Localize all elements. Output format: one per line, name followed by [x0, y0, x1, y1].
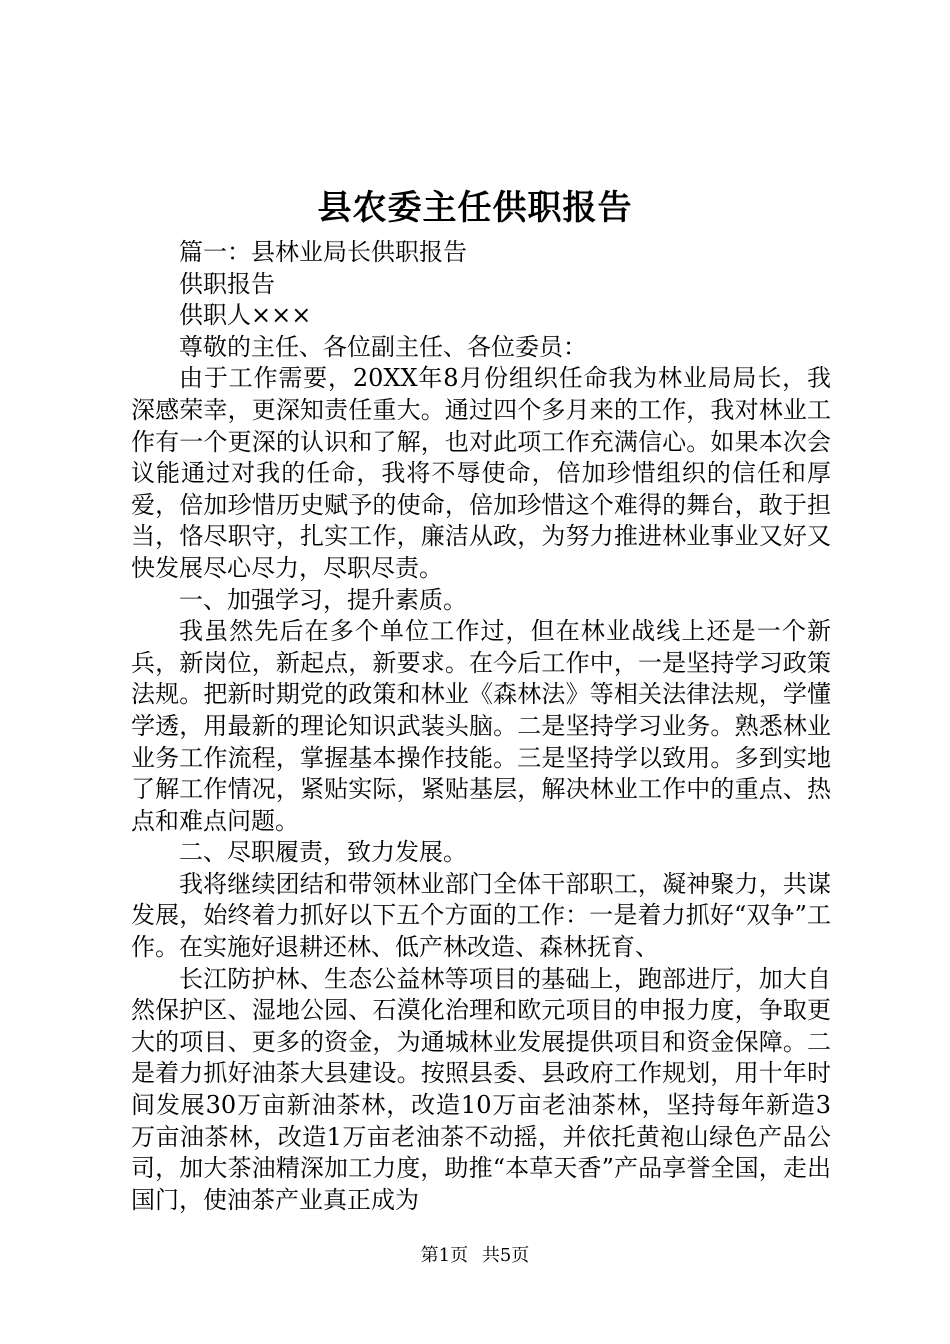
page-total: 共5页	[481, 1245, 530, 1266]
body-paragraph: 长江防护林、生态公益林等项目的基础上，跑部进厅，加大自然保护区、湿地公园、石漠化治理和欧元项目的申报力度，争取更大的项目、更多的资金，为通城林业发展提供项目和资金保障。二是着力抓好油茶大县建设。按照县委、县政府工作规划，用十年时间发展30万亩新油茶林，改造10万亩老油茶林，坚持每年新造3万亩油茶林，改造1万亩老油茶不动摇，并依托黄袍山绿色产品公司，加大茶油精深加工力度，助推“本草天香”产品享誉全国，走出国门，使油茶产业真正成为	[131, 964, 831, 1214]
document-title: 县农委主任供职报告	[317, 188, 633, 228]
page-footer	[0, 1244, 950, 1268]
reporter-line: 供职人×××	[179, 301, 312, 330]
section-heading: 篇一：县林业局长供职报告	[179, 238, 467, 266]
subheading: 二、尽职履责，致力发展。	[179, 838, 467, 867]
document-body	[131, 237, 831, 1216]
body-paragraph: 我虽然先后在多个单位工作过，但在林业战线上还是一个新兵，新岗位，新起点，新要求。在今后工作中，一是坚持学习政策法规。把新时期党的政策和林业《森林法》等相关法律法规，学懂学透，用最新的理论知识武装头脑。二是坚持学习业务。熟悉林业业务工作流程，掌握基本操作技能。三是坚持学以致用。多到实地了解工作情况，紧贴实际，紧贴基层，解决林业工作中的重点、热点和难点问题。	[131, 617, 831, 835]
subheading: 一、加强学习，提升素质。	[179, 585, 467, 614]
body-paragraph: 由于工作需要，20XX年8月份组织任命我为林业局局长，我深感荣幸，更深知责任重大。通过四个多月来的工作，我对林业工作有一个更深的认识和了解，也对此项工作充满信心。如果本次会议能通过对我的任命，我将不辱使命，倍加珍惜组织的信任和厚爱，倍加珍惜历史赋予的使命，倍加珍惜这个难得的舞台，敢于担当，恪尽职守，扎实工作，廉洁从政，为努力推进林业事业又好又快发展尽心尽力，尽职尽责。	[131, 364, 831, 582]
salutation: 尊敬的主任、各位副主任、各位委员：	[179, 332, 587, 361]
page-number: 第1页	[420, 1245, 469, 1266]
report-heading: 供职报告	[179, 269, 275, 298]
body-paragraph: 我将继续团结和带领林业部门全体干部职工，凝神聚力，共谋发展，始终着力抓好以下五个方面的工作：一是着力抓好“双争”工作。在实施好退耕还林、低产林改造、森林抚育、	[131, 869, 831, 962]
